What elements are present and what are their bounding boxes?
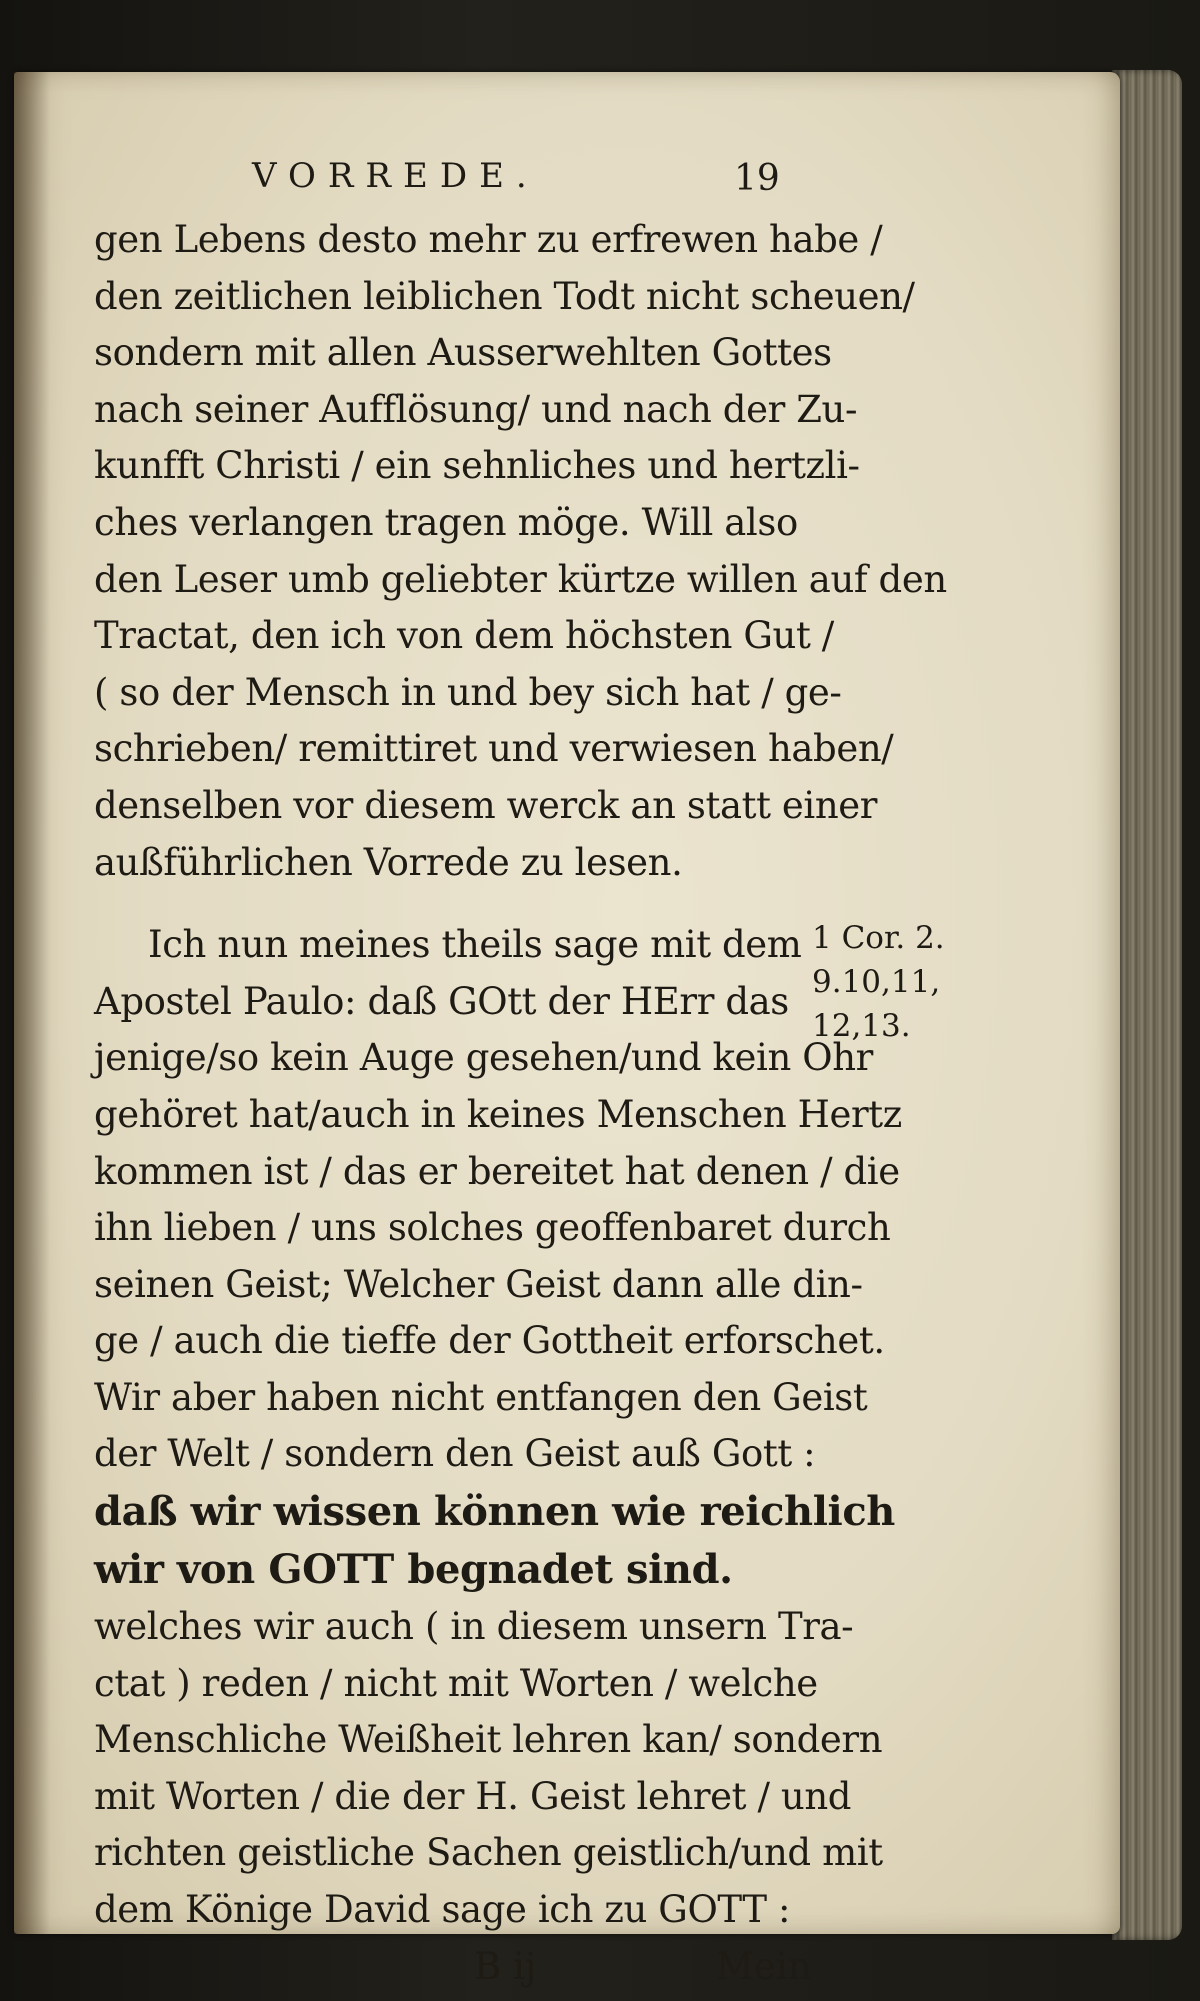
text-line: ( so der Mensch in und bey sich hat / ge- — [94, 670, 842, 714]
text-line: ihn lieben / uns solches geoffenbaret durch — [94, 1206, 891, 1250]
marginal-note-line: 9.10,11, — [812, 964, 941, 1000]
text-line: den zeitlichen leiblichen Todt nicht scheuen/ — [94, 274, 915, 318]
text-line: schrieben/ remittiret und verwiesen haben/ — [94, 727, 894, 771]
text-line: Menschliche Weißheit lehren kan/ sondern — [94, 1718, 883, 1762]
header-title: VORREDE. — [252, 156, 539, 196]
catchword: Mein — [716, 1944, 812, 1988]
text-line: kunfft Christi / ein sehnliches und hertzli- — [94, 444, 860, 488]
text-line: Apostel Paulo: daß GOtt der HErr das — [94, 979, 789, 1023]
running-header — [94, 150, 814, 212]
emphasized-line: daß wir wissen können wie reichlich — [94, 1488, 895, 1536]
text-line: seinen Geist; Welcher Geist dann alle din- — [94, 1262, 863, 1306]
binding-shadow — [14, 72, 50, 1934]
marginal-note-line: 12,13. — [812, 1008, 911, 1044]
text-line: mit Worten / die der H. Geist lehret / und — [94, 1774, 852, 1818]
text-line: sondern mit allen Ausserwehlten Gottes — [94, 331, 832, 375]
text-line: nach seiner Aufflösung/ und nach der Zu- — [94, 387, 858, 431]
page-number: 19 — [734, 158, 780, 199]
text-line: richten geistliche Sachen geistlich/und mit — [94, 1831, 883, 1875]
text-line: ctat ) reden / nicht mit Worten / welche — [94, 1661, 818, 1705]
text-line: außführlichen Vorrede zu lesen. — [94, 840, 683, 884]
signature-mark: B ij — [474, 1944, 537, 1988]
marginal-note-line: 1 Cor. 2. — [812, 920, 945, 956]
text-line: kommen ist / das er bereitet hat denen / die — [94, 1149, 900, 1193]
text-line: gehöret hat/auch in keines Menschen Hertz — [94, 1092, 902, 1136]
text-line: Ich nun meines theils sage mit dem — [148, 923, 802, 967]
text-line: der Welt / sondern den Geist auß Gott : — [94, 1432, 816, 1476]
marginal-note — [812, 916, 945, 1048]
text-line: Wir aber haben nicht entfangen den Geist — [94, 1375, 868, 1419]
paragraph-1 — [94, 212, 947, 891]
text-line: denselben vor diesem werck an statt einer — [94, 783, 878, 827]
text-line: jenige/so kein Auge gesehen/und kein Ohr — [94, 1036, 873, 1080]
page-edges — [1112, 70, 1182, 1940]
text-line: ches verlangen tragen möge. Will also — [94, 500, 798, 544]
text-line: dem Könige David sage ich zu GOTT : — [94, 1888, 791, 1932]
text-line: Tractat, den ich von dem höchsten Gut / — [94, 614, 834, 658]
text-line: ge / auch die tieffe der Gottheit erforschet. — [94, 1319, 885, 1363]
text-line: welches wir auch ( in diesem unsern Tra- — [94, 1605, 854, 1649]
page-footer — [94, 1939, 814, 1995]
emphasized-line: wir von GOTT begnadet sind. — [94, 1546, 733, 1594]
text-line: gen Lebens desto mehr zu erfrewen habe / — [94, 218, 883, 261]
text-line: den Leser umb geliebter kürtze willen auf den — [94, 557, 947, 601]
